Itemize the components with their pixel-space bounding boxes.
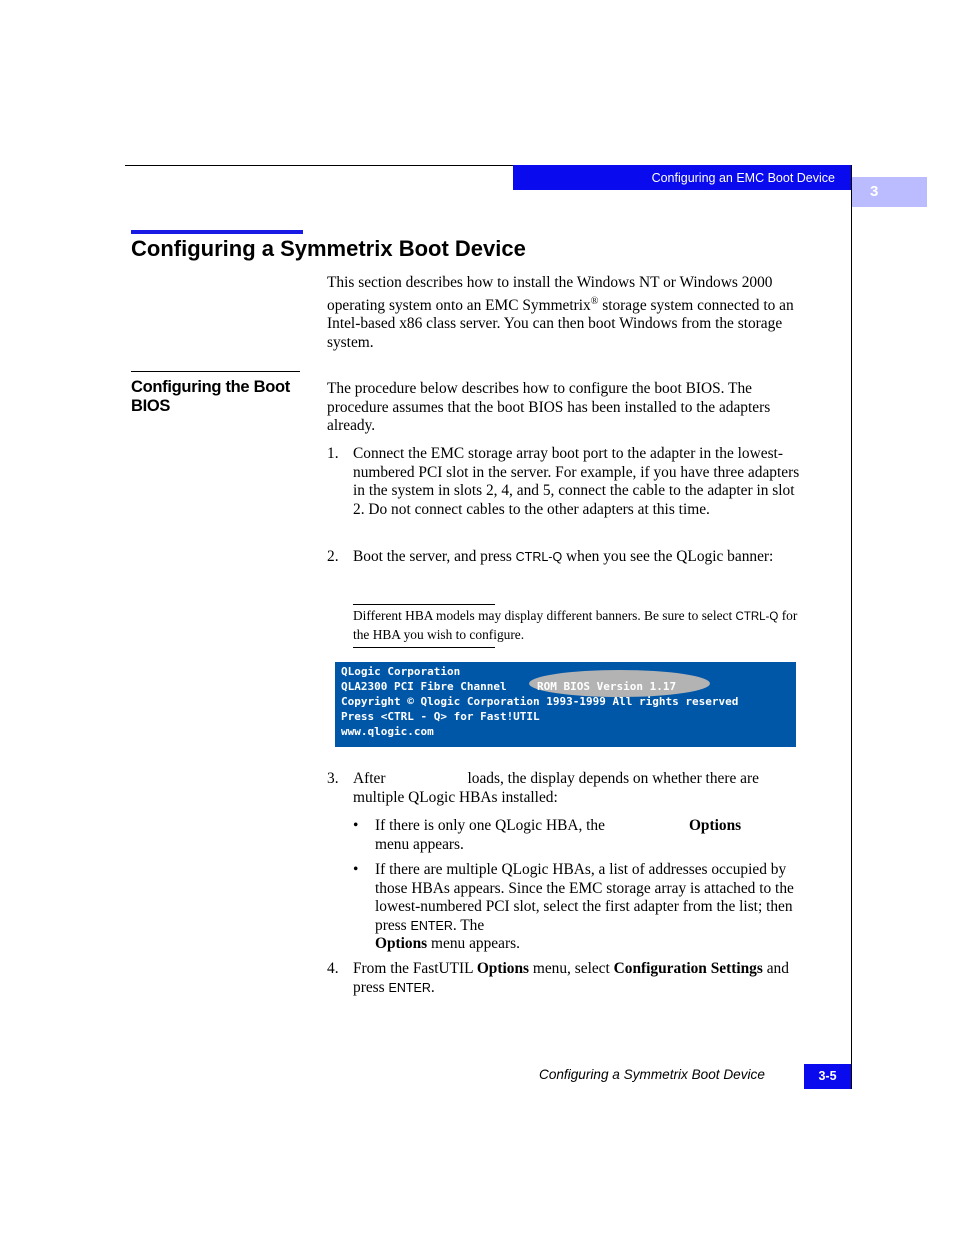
banner-line: QLogic Corporation <box>341 665 461 678</box>
header-rule <box>125 165 513 166</box>
key-enter: ENTER <box>410 918 453 933</box>
note-rule-top <box>353 604 495 605</box>
banner-line: Press <CTRL - Q> for Fast!UTIL <box>341 710 540 723</box>
note-key: CTRL-Q <box>735 611 779 623</box>
step-3-text-b: loads, the display depends on whether there are multiple QLogic HBAs installed: <box>353 770 759 806</box>
key-enter: ENTER <box>388 980 431 995</box>
step-4-bold-b: Configuration Settings <box>613 960 763 977</box>
margin-rule <box>851 165 852 1089</box>
subsection-title: Configuring the Boot BIOS <box>131 378 290 415</box>
step-number: 1. <box>327 445 339 462</box>
step-4-bold-a: Options <box>476 960 530 977</box>
note-text-a: Different HBA models may display different banners. Be sure to select <box>353 608 736 623</box>
banner-line: Copyright © Qlogic Corporation 1993-1999 All rights reserved <box>341 695 739 708</box>
section-title: Configuring a Symmetrix Boot Device <box>131 236 526 261</box>
bullet-symbol: • <box>353 861 359 878</box>
step-1-text: Connect the EMC storage array boot port to the adapter in the lowest-numbered PCI slot in the server. For example, if you have three adapters in the system in slots 2, 4, and 5, connect the cable to the adapter in slot 2. Do not connect cables to the other adapters at this time. <box>353 445 800 518</box>
registered-mark: ® <box>590 295 599 307</box>
step-4-text <box>353 960 809 997</box>
step-2-text <box>353 548 809 567</box>
intro-text-2: storage system connected to an Intel-based x86 class server. You can then boot Windows from the storage system. <box>327 296 794 351</box>
bullet-2-bold: Options <box>375 935 428 953</box>
key-ctrl-q: CTRL-Q <box>515 550 563 564</box>
bullet-2-text <box>375 861 807 954</box>
step-number: 3. <box>327 770 339 787</box>
note-rule-bottom <box>353 647 495 648</box>
step-number: 2. <box>327 548 339 565</box>
qlogic-banner <box>335 662 796 747</box>
bullet-1-text <box>375 817 807 854</box>
procedure-intro: The procedure below describes how to configure the boot BIOS. The procedure assumes that the boot BIOS has been installed to the adapters already. <box>327 380 771 435</box>
bullet-2-text-b: . The <box>452 916 485 934</box>
rom-version-text: ROM BIOS Version 1.17 <box>537 680 677 693</box>
step-3-text-a: After <box>353 770 386 787</box>
bullet-1-text-a: If there is only one QLogic HBA, the <box>375 817 605 834</box>
step-2-text-b: when you see the QLogic banner: <box>562 548 774 565</box>
bullet-1-text-b: menu appears. <box>375 835 464 853</box>
step-number: 4. <box>327 960 339 977</box>
bullet-2-text-c: menu appears. <box>427 935 520 953</box>
subsection-rule <box>131 371 300 372</box>
bullet-1-bold: Options <box>688 817 742 834</box>
step-2-text-a: Boot the server, and press <box>353 548 516 565</box>
step-4-text-a: From the FastUTIL <box>353 960 477 977</box>
bullet-2-text-a: If there are multiple QLogic HBAs, a list of addresses occupied by those HBAs appears. Since the EMC storage array is attached to the lowest-numbered PCI slot, select the first adapter from the list; then press <box>375 861 794 934</box>
note-text-b: for the HBA you wish to configure. <box>353 608 798 642</box>
step-4-text-d: . <box>430 978 435 996</box>
intro-text-1: This section describes how to install the Windows NT or Windows 2000 operating system onto an EMC Symmetrix <box>327 274 773 314</box>
title-accent-bar <box>131 230 303 234</box>
banner-line: www.qlogic.com <box>341 725 434 738</box>
step-4-text-b: menu, select <box>529 960 614 977</box>
banner-line: QLA2300 PCI Fibre Channel <box>341 680 507 693</box>
bullet-symbol: • <box>353 817 359 834</box>
step-4-text-c: and press <box>353 960 789 996</box>
note-text <box>353 607 803 643</box>
section-intro <box>327 274 807 353</box>
page-number: 3-5 <box>804 1064 851 1089</box>
running-header: Configuring an EMC Boot Device <box>513 165 851 190</box>
step-3-text <box>353 770 809 807</box>
chapter-tab: 3 <box>852 177 927 207</box>
footer-title: Configuring a Symmetrix Boot Device <box>539 1067 765 1082</box>
